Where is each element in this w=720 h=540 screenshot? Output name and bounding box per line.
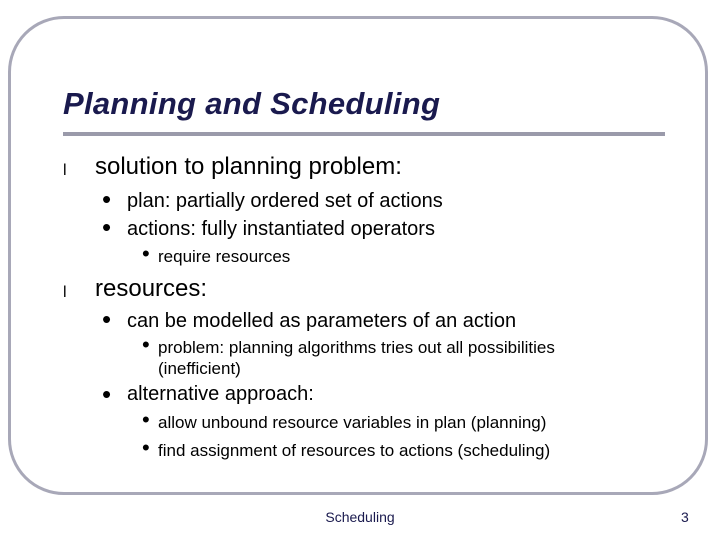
bullet-resources: resources:: [95, 275, 208, 302]
bullet-marker-require: •: [142, 241, 150, 266]
bullet-marker-resources: l: [63, 284, 67, 301]
slide-title: Planning and Scheduling: [63, 86, 441, 121]
bullet-marker-actions: •: [102, 212, 112, 242]
footer-label: Scheduling: [325, 509, 395, 525]
bullet-modelled: can be modelled as parameters of an action: [127, 310, 517, 332]
bullet-allow: allow unbound resource variables in plan (planning): [158, 413, 547, 432]
title-underline: [63, 132, 665, 136]
bullet-plan: plan: partially ordered set of actions: [127, 190, 443, 212]
bullet-marker-modelled: •: [102, 304, 112, 334]
bullet-problem-line1: problem: planning algorithms tries out all possibilities: [158, 338, 555, 357]
bullet-actions: actions: fully instantiated operators: [127, 218, 435, 240]
bullet-marker-find: •: [142, 435, 150, 460]
bullet-marker-problem: •: [142, 332, 150, 357]
bullet-alternative: alternative approach:: [127, 383, 314, 405]
bullet-marker-alternative: •: [102, 379, 112, 409]
bullet-problem-line2: (inefficient): [158, 359, 241, 378]
bullet-solution: solution to planning problem:: [95, 153, 402, 180]
bullet-find: find assignment of resources to actions (scheduling): [158, 441, 551, 460]
bullet-marker-allow: •: [142, 407, 150, 432]
bullet-marker-solution: l: [63, 162, 67, 179]
page-number: 3: [681, 509, 689, 525]
bullet-marker-plan: •: [102, 184, 112, 214]
bullet-require: require resources: [158, 247, 291, 266]
